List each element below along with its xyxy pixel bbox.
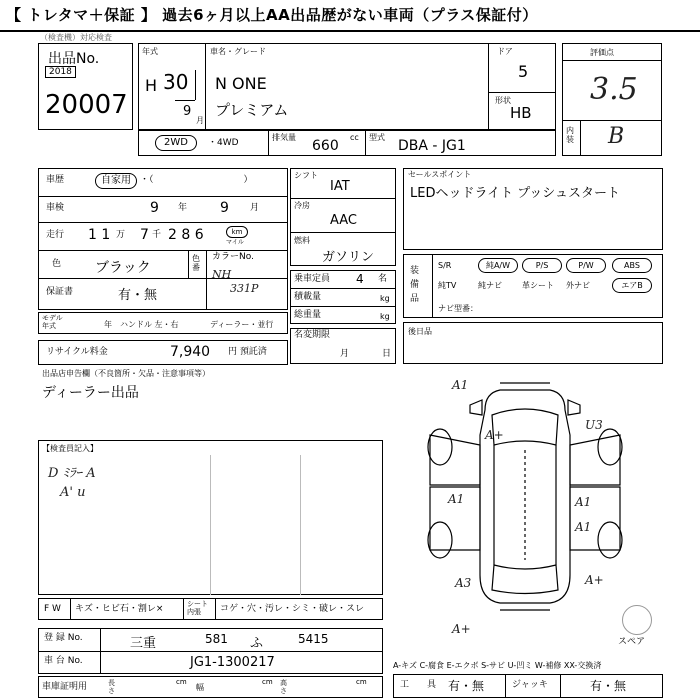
displacement: 660: [312, 138, 339, 154]
sales-value: LEDヘッドライト プッシュスタート: [410, 186, 621, 201]
jack-label: ジャッキ: [512, 680, 548, 690]
name-label: 車名・グレード: [210, 47, 266, 56]
dmg-mark-8: A+: [585, 573, 604, 587]
model-year-label: モデル年式: [42, 314, 63, 330]
displacement-label: 排気量: [272, 133, 296, 142]
cert-label: 車庫証明用: [42, 682, 88, 692]
tools-value: 有・無: [448, 679, 485, 693]
spare-label: スペア: [618, 637, 646, 647]
reg-class: 581: [205, 632, 228, 646]
height-label: 高さ: [280, 679, 287, 695]
lot-number: 20007: [45, 90, 128, 120]
drive-box: [138, 130, 556, 156]
width-label: 幅: [196, 683, 204, 692]
cc-label: cc: [350, 133, 359, 142]
lot-label: 出品No.: [48, 51, 100, 67]
cm-2: cm: [262, 678, 273, 686]
color-no-hw: NH: [212, 268, 232, 281]
equip-item: P/S: [522, 258, 562, 273]
header-rule: [0, 30, 700, 32]
model: DBA - JG1: [398, 138, 466, 154]
change-unit: 月: [340, 349, 350, 359]
man-unit: 万: [116, 230, 126, 240]
dmg-mark-6: A1: [575, 520, 592, 534]
dealer-import: ディーラー・並行: [210, 320, 274, 329]
equip-item: エアB: [612, 278, 652, 293]
len-label: 長さ: [108, 679, 115, 695]
spare-icon: [622, 605, 652, 635]
grade: プレミアム: [215, 101, 289, 119]
warranty-label: 保証書: [46, 287, 74, 297]
score-label: 評価点: [590, 48, 614, 57]
year-stamp: 2018: [45, 66, 76, 78]
equip-label: 装備品: [410, 266, 420, 304]
color-label: 色: [52, 259, 62, 269]
shape-label: 形状: [495, 96, 511, 105]
inspection-label: 車検: [46, 203, 65, 213]
month: 9: [183, 104, 192, 119]
sen-unit: 千: [152, 230, 162, 240]
mileage-3: 2 8 6: [168, 227, 204, 243]
color-no-hw2: 331P: [230, 282, 259, 295]
cm-3: cm: [356, 678, 367, 686]
seat-label: シート内張: [187, 600, 208, 616]
insp-year: 9: [150, 200, 159, 216]
aircon-value: AAC: [330, 213, 357, 228]
equip-item: P/W: [566, 258, 606, 273]
history-label: 車歴: [46, 175, 65, 185]
dmg-mark-7: A3: [455, 576, 472, 590]
drive-2wd: 2WD: [155, 135, 197, 151]
inspector-note-1: D ﾐﾗｰ A: [48, 466, 96, 481]
equip-item: 純ナビ: [478, 281, 502, 290]
equip-item: 革シート: [522, 281, 554, 290]
header-title: 【 トレタマ＋保証 】 過去6ヶ月以上AA出品歴がない車両（プラス保証付）: [6, 6, 538, 24]
recycle-label: リサイクル料金: [46, 347, 108, 357]
year: 30: [163, 70, 189, 94]
sales-label: セールスポイント: [408, 170, 472, 179]
km-unit: km: [226, 226, 248, 238]
mileage-label: 走行: [46, 230, 65, 240]
color-value: ブラック: [95, 260, 151, 276]
legend: A-キズ C-腐食 E-エクボ S-サビ U-凹ミ W-補修 XX-交換済: [393, 661, 602, 670]
change-day: 日: [382, 349, 392, 359]
score: 3.5: [590, 72, 638, 107]
fuel-value: ガソリン: [322, 250, 375, 265]
dmg-mark-2: A+: [485, 428, 504, 442]
equip-item: 純TV: [438, 281, 457, 290]
interior-label: 内装: [566, 126, 574, 144]
dmg-mark-9: A+: [452, 622, 471, 636]
chassis-value: JG1-1300217: [190, 655, 275, 670]
dmg-mark-5: A1: [575, 495, 592, 509]
capacity-value: 4: [356, 272, 364, 286]
month-unit: 月: [196, 116, 204, 125]
mileage-1: 1 1: [88, 227, 111, 243]
recycle-value: 7,940: [170, 344, 211, 360]
chassis-label: 車 台 No.: [44, 656, 83, 666]
equip-item: ABS: [612, 258, 652, 273]
tools-label: 工 具: [400, 680, 437, 690]
color-no-label: カラーNo.: [212, 252, 254, 262]
shape: HB: [510, 104, 532, 122]
capacity-unit: 名: [378, 274, 388, 284]
handle-label: ハンドル 左・右: [120, 320, 179, 329]
car-diagram: [410, 375, 640, 635]
reg-num: 5415: [298, 632, 329, 646]
fuel-label: 燃料: [294, 236, 310, 245]
load-unit: kg: [380, 294, 390, 303]
interior: B: [608, 124, 625, 149]
shift-value: IAT: [330, 179, 350, 194]
mileage-2: 7: [140, 227, 149, 243]
fw-value: キズ・ヒビ石・割レ×: [75, 604, 164, 614]
cert-box: [38, 676, 383, 698]
reg-pref: 三重: [130, 636, 157, 651]
equip-item: S/R: [438, 261, 452, 270]
sales-box: [403, 168, 663, 250]
door-label: ドア: [497, 47, 513, 56]
recycle-unit: 円 預託済: [228, 347, 267, 357]
reg-label: 登 録 No.: [44, 633, 83, 643]
aircon-label: 冷房: [294, 201, 310, 210]
color-num-label: 色番: [192, 254, 200, 272]
weight-label: 総重量: [294, 310, 322, 320]
equip-item: 純A/W: [478, 258, 518, 273]
seller-note-label: 出品店申告欄（不良箇所・欠品・注意事項等）: [42, 369, 210, 378]
weight-unit: kg: [380, 312, 390, 321]
warranty-value: 有・無: [118, 288, 158, 303]
inspector-label: 【検査員記入】: [42, 444, 98, 453]
year-label: 年式: [142, 47, 158, 56]
insp-month-unit: 月: [250, 203, 260, 213]
insp-year-unit: 年: [178, 203, 188, 213]
reg-kana: ふ: [250, 636, 264, 651]
capacity-label: 乗車定員: [294, 274, 331, 284]
fw-label: F W: [44, 604, 61, 614]
dmg-mark-4: A1: [448, 492, 465, 506]
later-box: [403, 322, 663, 364]
shift-label: シフト: [294, 171, 318, 180]
subnote: （検査機）対応検査: [40, 33, 112, 42]
model-year-unit: 年: [104, 320, 112, 329]
dmg-mark-3: U3: [585, 418, 603, 432]
insp-month: 9: [220, 200, 229, 216]
history-rest: ・（ ）: [140, 175, 253, 185]
era: H: [145, 76, 158, 95]
equip-item: 外ナビ: [566, 281, 590, 290]
cm-1: cm: [176, 678, 187, 686]
later-label: 後日品: [408, 327, 432, 336]
seller-note: ディーラー出品: [42, 385, 139, 401]
navi-label: ナビ型番：: [438, 304, 478, 313]
jack-value: 有・無: [590, 679, 627, 693]
doors: 5: [518, 62, 529, 81]
drive-4wd: ・4WD: [208, 138, 239, 148]
car-name: N ONE: [215, 74, 267, 93]
inspector-note-2: A' u: [60, 485, 86, 500]
load-label: 積載量: [294, 292, 322, 302]
dmg-mark-1: A1: [452, 378, 469, 392]
history-value: 自家用: [95, 173, 137, 189]
change-label: 名変期限: [294, 330, 331, 340]
seat-value: コゲ・穴・汚レ・シミ・破レ・スレ: [220, 604, 365, 614]
mile-unit: マイル: [226, 239, 244, 246]
model-label: 型式: [369, 133, 385, 142]
